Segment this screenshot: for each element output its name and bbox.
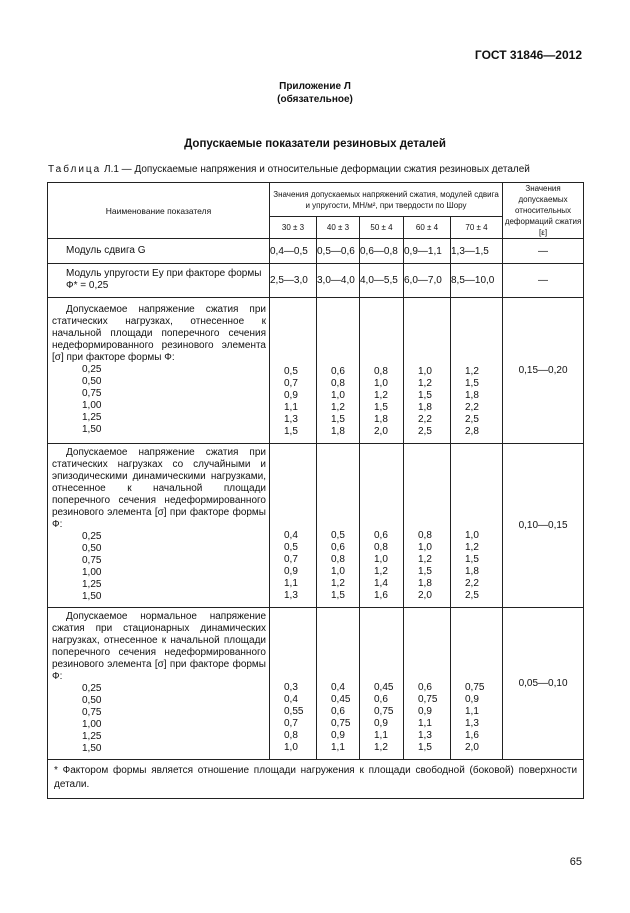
value-column: 0,5 0,6 0,8 1,0 1,2 1,5 xyxy=(317,444,360,608)
value-column: 0,3 0,4 0,55 0,7 0,8 1,0 xyxy=(270,608,317,760)
deformation-cell: 0,15—0,20 xyxy=(503,298,584,444)
value-cell: 1,3—1,5 xyxy=(451,239,503,264)
value-column: 0,45 0,6 0,75 0,9 1,1 1,2 xyxy=(360,608,404,760)
factor: 0,75 xyxy=(82,707,102,718)
value-column: 0,6 0,8 1,0 1,2 1,4 1,6 xyxy=(360,444,404,608)
factor: 1,25 xyxy=(82,731,102,742)
header-hardness: 30 ± 3 xyxy=(270,217,317,239)
factor: 1,00 xyxy=(82,567,102,578)
value-cell: 0,4—0,5 xyxy=(270,239,317,264)
standard-header: ГОСТ 31846—2012 xyxy=(474,48,582,62)
table-footnote: * Фактором формы является отношение площади нагружения к площади свободной (боковой) поверхности детали. xyxy=(48,760,584,799)
factor: 1,50 xyxy=(82,591,102,602)
row-name-shear-modulus: Модуль сдвига G xyxy=(48,239,270,264)
value-column: 1,2 1,5 1,8 2,2 2,5 2,8 xyxy=(451,298,503,444)
table-row xyxy=(48,444,584,608)
group-text: Допускаемое напряжение сжатия при статических нагрузках со случайными и эпизодическими динамическими нагрузками, отнесенное к начальной площади поперечного сечения недеформированного резинового элемента [σ] при факторе формы Ф: xyxy=(52,447,266,530)
deformation-cell: 0,10—0,15 xyxy=(503,444,584,608)
factor: 1,50 xyxy=(82,743,102,754)
factor: 0,25 xyxy=(82,683,102,694)
page-number: 65 xyxy=(569,856,582,868)
caption-label: Таблица xyxy=(48,164,102,175)
value-cell: 0,9—1,1 xyxy=(404,239,451,264)
row-name-elastic-modulus: Модуль упругости Eу при факторе формы Ф* = 0,25 xyxy=(48,264,270,298)
appendix-title: Приложение Л xyxy=(279,81,351,92)
factor: 1,00 xyxy=(82,400,102,411)
value-column: 0,4 0,5 0,7 0,9 1,1 1,3 xyxy=(270,444,317,608)
deformation-cell: 0,05—0,10 xyxy=(503,608,584,760)
table-row xyxy=(48,760,584,799)
header-name: Наименование показателя xyxy=(48,183,270,239)
group-description xyxy=(48,298,270,444)
value-cell: 0,5—0,6 xyxy=(317,239,360,264)
table-row xyxy=(48,608,584,760)
deformation-cell: — xyxy=(503,264,584,298)
table-row xyxy=(48,264,584,298)
factor: 0,75 xyxy=(82,388,102,399)
header-hardness: 40 ± 3 xyxy=(317,217,360,239)
value-column: 1,0 1,2 1,5 1,8 2,2 2,5 xyxy=(451,444,503,608)
value-cell: 6,0—7,0 xyxy=(404,264,451,298)
tolerances-table xyxy=(47,182,584,799)
value-cell: 0,6—0,8 xyxy=(360,239,404,264)
table-row xyxy=(48,298,584,444)
page-title: Допускаемые показатели резиновых деталей xyxy=(184,138,446,150)
caption-text: Допускаемые напряжения и относительные деформации сжатия резиновых деталей xyxy=(134,164,530,175)
group-text: Допускаемое напряжение сжатия при статических нагрузках, отнесенное к начальной площади поперечного сечения недеформированного резинового элемента [σ] при факторе формы Ф: xyxy=(52,304,266,363)
factor: 0,25 xyxy=(82,531,102,542)
deformation-cell: — xyxy=(503,239,584,264)
value-column: 0,8 1,0 1,2 1,5 1,8 2,0 xyxy=(404,444,451,608)
header-hardness: 60 ± 4 xyxy=(404,217,451,239)
header-hardness: 70 ± 4 xyxy=(451,217,503,239)
value-cell: 3,0—4,0 xyxy=(317,264,360,298)
value-column: 0,75 0,9 1,1 1,3 1,6 2,0 xyxy=(451,608,503,760)
value-cell: 2,5—3,0 xyxy=(270,264,317,298)
appendix-heading xyxy=(0,80,630,106)
factor: 1,00 xyxy=(82,719,102,730)
value-cell: 4,0—5,5 xyxy=(360,264,404,298)
header-hardness: 50 ± 4 xyxy=(360,217,404,239)
factor: 1,25 xyxy=(82,579,102,590)
factor: 0,50 xyxy=(82,695,102,706)
factor: 1,25 xyxy=(82,412,102,423)
table-row xyxy=(48,239,584,264)
value-column: 0,8 1,0 1,2 1,5 1,8 2,0 xyxy=(360,298,404,444)
factor: 0,50 xyxy=(82,376,102,387)
factor: 1,50 xyxy=(82,424,102,435)
group-description xyxy=(48,608,270,760)
caption-number: Л.1 — xyxy=(104,164,132,175)
value-column: 0,6 0,75 0,9 1,1 1,3 1,5 xyxy=(404,608,451,760)
value-column: 0,5 0,7 0,9 1,1 1,3 1,5 xyxy=(270,298,317,444)
table-caption xyxy=(48,164,530,175)
value-cell: 8,5—10,0 xyxy=(451,264,503,298)
group-text: Допускаемое нормальное напряжение сжатия при стационарных динамических нагрузках, отнесенное к начальной площади поперечного сечения недеформированного резинового элемента [σ] при факторе формы Ф: xyxy=(52,611,266,682)
header-values-group: Значения допускаемых напряжений сжатия, модулей сдвига и упругости, МН/м², при твердости по Шору xyxy=(270,183,503,217)
group-description xyxy=(48,444,270,608)
value-column: 1,0 1,2 1,5 1,8 2,2 2,5 xyxy=(404,298,451,444)
value-column: 0,6 0,8 1,0 1,2 1,5 1,8 xyxy=(317,298,360,444)
factor: 0,50 xyxy=(82,543,102,554)
appendix-subtitle: (обязательное) xyxy=(277,94,353,105)
factor: 0,75 xyxy=(82,555,102,566)
factor: 0,25 xyxy=(82,364,102,375)
value-column: 0,4 0,45 0,6 0,75 0,9 1,1 xyxy=(317,608,360,760)
header-deformation: Значения допускаемых относительных деформаций сжатия [ε] xyxy=(503,183,584,239)
